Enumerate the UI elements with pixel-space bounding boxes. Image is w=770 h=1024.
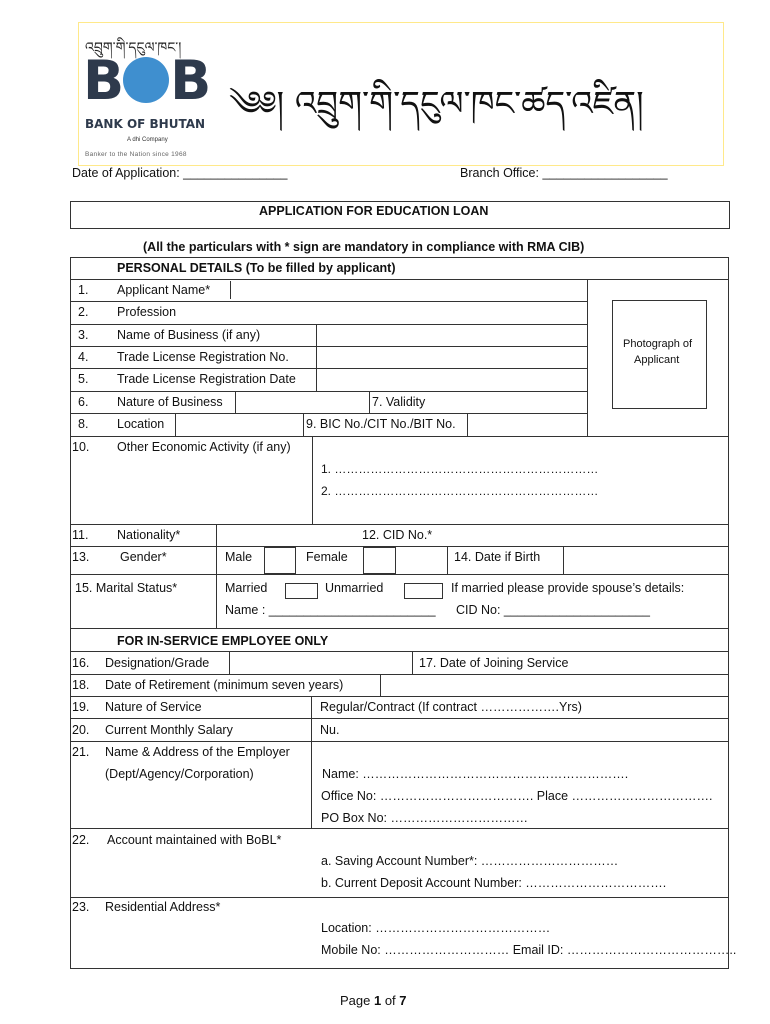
cid-label: 12. CID No.*: [362, 528, 433, 542]
female-checkbox[interactable]: [363, 547, 396, 574]
col-divider: [303, 413, 304, 436]
female-label: Female: [306, 550, 348, 564]
page-of: of: [381, 993, 400, 1008]
row-line: [70, 301, 587, 302]
row-num: 11.: [72, 528, 89, 542]
validity-label: 7. Validity: [372, 395, 426, 409]
trade-license-no-label: Trade License Registration No.: [117, 350, 289, 364]
row-line: [70, 436, 729, 437]
employee-heading: FOR IN-SERVICE EMPLOYEE ONLY: [117, 634, 329, 648]
male-checkbox[interactable]: [264, 547, 296, 574]
residential-location-field[interactable]: Location: ……………………………………: [321, 921, 551, 935]
monthly-salary-label: Current Monthly Salary: [105, 723, 233, 737]
name-cursor: [230, 281, 231, 299]
form-title: APPLICATION FOR EDUCATION LOAN: [259, 204, 489, 218]
bob-logo-b1: B: [83, 49, 123, 112]
saving-account-field[interactable]: a. Saving Account Number*: ……………………………: [321, 854, 619, 868]
residential-address-label: Residential Address*: [105, 900, 221, 914]
spouse-name-field[interactable]: Name : ________________________: [225, 603, 436, 617]
marital-status-label: 15. Marital Status*: [75, 581, 178, 595]
account-label: Account maintained with BoBL*: [107, 833, 282, 847]
row-num: 1.: [78, 283, 89, 297]
row-num: 10.: [72, 440, 90, 454]
unmarried-label: Unmarried: [325, 581, 384, 595]
row-line: [70, 741, 729, 742]
col-divider: [316, 324, 317, 346]
applicant-name-label: Applicant Name*: [117, 283, 211, 297]
row-line: [70, 279, 729, 280]
row-num: 4.: [78, 350, 89, 364]
table-left-border: [70, 257, 71, 969]
employer-label-2: (Dept/Agency/Corporation): [105, 767, 254, 781]
dob-label: 14. Date if Birth: [454, 550, 541, 564]
location-label: Location: [117, 417, 165, 431]
branch-office[interactable]: Branch Office: __________________: [460, 166, 668, 180]
married-checkbox[interactable]: [285, 583, 318, 599]
trade-license-date-label: Trade License Registration Date: [117, 372, 296, 386]
personal-details-heading: PERSONAL DETAILS (To be filled by applicant): [117, 261, 396, 275]
bank-name: BANK OF BHUTAN: [85, 117, 206, 131]
row-num: 8.: [78, 417, 89, 431]
row-line: [70, 897, 729, 898]
col-divider: [216, 524, 217, 628]
table-bottom-border: [70, 968, 729, 969]
bob-logo: [83, 49, 210, 112]
nationality-label: Nationality*: [117, 528, 181, 542]
spouse-cid-field[interactable]: CID No: _____________________: [456, 603, 650, 617]
employer-office-field[interactable]: Office No: ………………………………. Place …………………………….: [321, 789, 713, 803]
row-line: [70, 524, 729, 525]
spouse-note: If married please provide spouse’s details:: [451, 581, 685, 595]
row-line: [70, 574, 729, 575]
row-line: [70, 828, 729, 829]
row-num: 20.: [72, 723, 90, 737]
col-divider: [229, 651, 230, 674]
col-divider: [369, 391, 370, 413]
col-divider: [380, 674, 381, 696]
row-num: 2.: [78, 305, 89, 319]
tibetan-bank-name-small: འབྲུག་གི་དངུལ་ཁང་།: [85, 40, 182, 56]
row-num: 13.: [72, 550, 90, 564]
employer-pobox-field[interactable]: PO Box No: ……………………………: [321, 811, 528, 825]
row-num: 16.: [72, 656, 90, 670]
designation-label: Designation/Grade: [105, 656, 210, 670]
banker-tagline: Banker to the Nation since 1968: [85, 151, 187, 158]
col-divider: [467, 413, 468, 436]
other-activity-line-2[interactable]: 2. …………………………………………………………: [321, 484, 599, 498]
col-divider: [235, 391, 236, 413]
row-num: 3.: [78, 328, 89, 342]
col-divider: [412, 651, 413, 674]
row-line: [70, 651, 729, 652]
row-num: 19.: [72, 700, 90, 714]
bob-logo-circle: [123, 57, 169, 103]
male-label: Male: [225, 550, 253, 564]
mandatory-note: (All the particulars with * sign are mandatory in compliance with RMA CIB): [143, 240, 585, 254]
joining-date-label: 17. Date of Joining Service: [419, 656, 569, 670]
bic-label: 9. BIC No./CIT No./BIT No.: [306, 417, 456, 431]
profession-label: Profession: [117, 305, 177, 319]
col-divider: [175, 413, 176, 436]
page-number: [340, 993, 407, 1008]
row-num: 18.: [72, 678, 90, 692]
date-of-application[interactable]: Date of Application: _______________: [72, 166, 288, 180]
row-line: [70, 674, 729, 675]
nature-of-service-value[interactable]: Regular/Contract (If contract ……………….Yrs): [320, 700, 582, 714]
photo-column-divider: [587, 279, 588, 436]
row-line: [70, 413, 587, 414]
retirement-date-label: Date of Retirement (minimum seven years): [105, 678, 344, 692]
row-num: 21.: [72, 745, 90, 759]
page-prefix: Page: [340, 993, 374, 1008]
row-num: 5.: [78, 372, 89, 386]
other-activity-line-1[interactable]: 1. …………………………………………………………: [321, 462, 599, 476]
col-divider: [312, 436, 313, 524]
current-account-field[interactable]: b. Current Deposit Account Number: …………………………….: [321, 876, 667, 890]
other-economic-activity-label: Other Economic Activity (if any): [117, 440, 291, 454]
col-divider: [316, 368, 317, 391]
monthly-salary-value[interactable]: Nu.: [320, 723, 340, 737]
row-line: [70, 696, 729, 697]
row-num: 23.: [72, 900, 90, 914]
photo-label-2: Applicant: [634, 354, 680, 366]
row-line: [70, 368, 587, 369]
tibetan-bank-name-large: ༄༅། འབྲུག་གི་དངུལ་ཁང་ཚད་འཛིན།: [229, 84, 644, 124]
business-name-label: Name of Business (if any): [117, 328, 261, 342]
mobile-email-field[interactable]: Mobile No: ………………………… Email ID: …………………………………..: [321, 943, 737, 957]
row-line: [70, 391, 587, 392]
col-divider: [316, 346, 317, 368]
page-current: 1: [373, 993, 382, 1008]
dhi-company-label: A dhi Company: [127, 137, 168, 143]
page-total: 7: [399, 993, 407, 1008]
row-num: 22.: [72, 833, 90, 847]
row-num: 6.: [78, 395, 89, 409]
row-line: [70, 346, 587, 347]
nature-of-business-label: Nature of Business: [117, 395, 223, 409]
unmarried-checkbox[interactable]: [404, 583, 443, 599]
gender-label: Gender*: [120, 550, 167, 564]
bob-logo-b2: B: [170, 49, 210, 112]
row-line: [70, 628, 729, 629]
col-divider: [447, 546, 448, 574]
bank-logo-header: [78, 22, 724, 166]
row-line: [70, 324, 587, 325]
table-top-border: [70, 257, 729, 258]
col-divider: [563, 546, 564, 574]
col-divider: [311, 696, 312, 828]
employer-name-field[interactable]: Name: ……………………………………………………….: [322, 767, 629, 781]
table-right-border: [728, 257, 729, 969]
married-label: Married: [225, 581, 268, 595]
nature-of-service-label: Nature of Service: [105, 700, 202, 714]
employer-label: Name & Address of the Employer: [105, 745, 290, 759]
row-line: [70, 546, 729, 547]
photo-label-1: Photograph of: [623, 338, 693, 350]
row-line: [70, 718, 729, 719]
